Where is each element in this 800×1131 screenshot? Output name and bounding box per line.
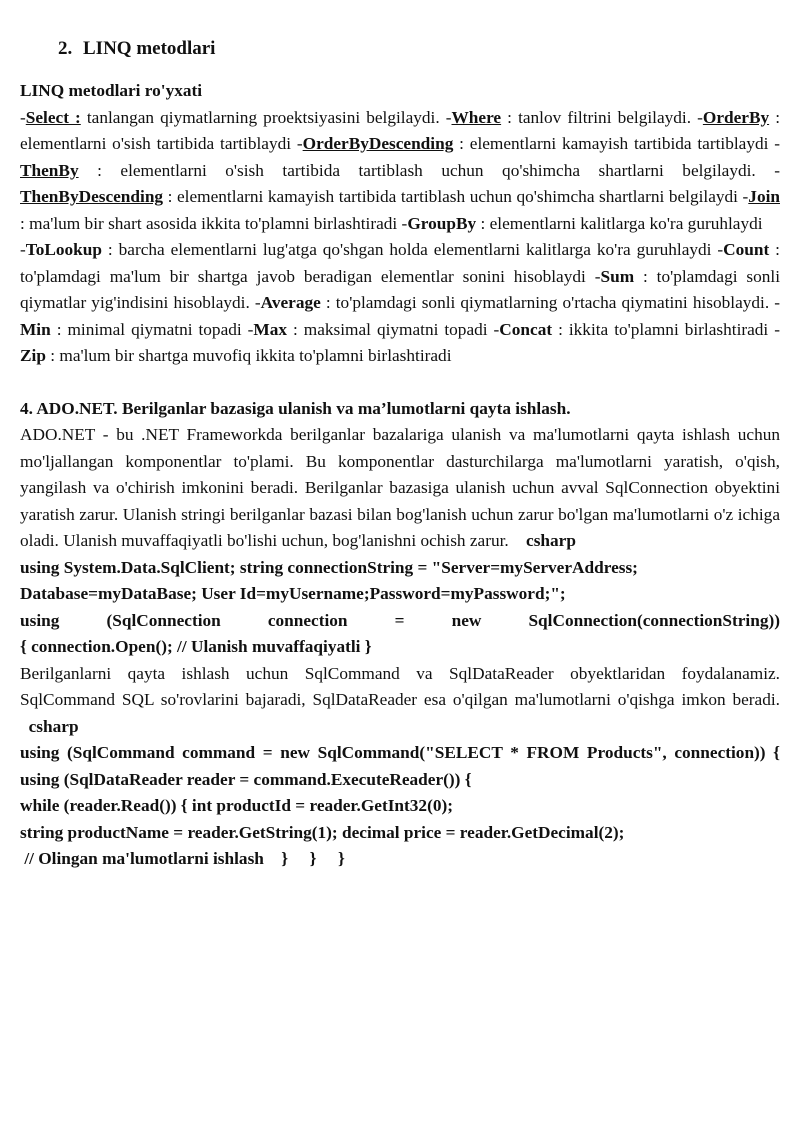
code-language-label: csharp	[526, 531, 576, 550]
linq-method-thenbydescending: ThenByDescending	[20, 187, 164, 206]
linq-method-desc: : tanlov filtrini belgilaydi.	[501, 107, 698, 127]
linq-item-prefix: -	[247, 319, 254, 339]
linq-method-orderbydescending: OrderByDescending	[302, 134, 454, 153]
linq-list-title: LINQ metodlari ro'yxati	[20, 81, 203, 100]
linq-method-orderby: OrderBy	[702, 107, 770, 127]
linq-method-desc: : minimal qiymatni topadi	[50, 319, 248, 339]
linq-method-desc: : elementlarni kalitlarga ko'ra guruhlaydi	[476, 213, 763, 233]
linq-method-desc: : elementlarni o'sish tartibida tartiblash uchun qo'shimcha shartlarni belgilaydi.	[78, 160, 775, 180]
linq-item-prefix: -	[296, 134, 303, 153]
code-line: { connection.Open(); // Ulanish muvaffaqiyatli }	[20, 637, 372, 656]
section-4-heading: 4. ADO.NET. Berilganlar bazasiga ulanish va ma’lumotlarni qayta ishlash.	[20, 398, 571, 418]
linq-item-prefix: -	[20, 107, 26, 127]
linq-method-desc: tanlangan qiymatlarning proektsiyasini belgilaydi.	[80, 107, 446, 127]
linq-method-concat: Concat	[499, 319, 553, 339]
code-line: using (SqlCommand command = new SqlCommand("SELECT * FROM Products", connection)) { using (SqlDataReader reader = command.ExecuteReader()) {	[20, 743, 780, 789]
code-line: while (reader.Read()) { int productId = reader.GetInt32(0);	[20, 796, 453, 815]
code-line: using (SqlConnection connection = new SqlConnection(connectionString))	[20, 610, 780, 630]
linq-method-groupby: GroupBy	[407, 213, 477, 233]
linq-method-sum: Sum	[600, 266, 635, 286]
section-2-number: 2.	[58, 38, 73, 59]
linq-method-count: Count	[723, 240, 770, 259]
code-line: using System.Data.SqlClient; string connectionString = "Server=myServerAddress;	[20, 557, 638, 577]
linq-item-prefix: -	[774, 160, 780, 180]
linq-method-desc: : elementlarni kamayish tartibida tartiblash uchun qo'shimcha shartlarni belgilaydi	[163, 187, 743, 206]
code-block-connection	[20, 555, 780, 661]
adonet-intro-text: ADO.NET - bu .NET Frameworkda berilganlar bazalariga ulanish va ma'lumotlarni qayta ishlash uchun mo'ljallangan komponentlar to'plami. Bu komponentlar dasturchilarga ma'lumotlarni yaratish, o'qish, yangilash va o'chirish imkonini beradi. Berilganlar bazasiga ulanish uchun avval SqlConnection obyektini yaratish zarur. Ulanish stringi berilganlar bazasi bilan bog'lanish uchun zarur bo'lgan ma'lumotlarni o'z ichiga oladi. Ulanish muvaffaqiyatli bo'lishi uchun, bog'lanishni ochish zarur.	[20, 425, 780, 550]
linq-method-select: Select :	[25, 107, 81, 127]
data-processing-paragraph	[20, 661, 780, 741]
document-page	[20, 36, 780, 873]
linq-method-desc: : to'plamdagi ma'lum bir shartga javob beradigan elementlar sonini hisoblaydi	[20, 240, 780, 286]
linq-item-prefix: -	[774, 319, 780, 339]
linq-method-thenby: ThenBy	[20, 160, 79, 180]
spacer	[20, 370, 780, 396]
data-processing-text: Berilganlarni qayta ishlash uchun SqlCommand va SqlDataReader obyektlaridan foydalanamiz. SqlCommand SQL so'rovlarini bajaradi, SqlDataReader esa o'qilgan ma'lumotlarni o'qishga imkon beradi.	[20, 663, 780, 709]
linq-item-prefix: -	[493, 319, 500, 339]
section-2-title: LINQ metodlari	[83, 38, 216, 59]
linq-method-min: Min	[20, 319, 51, 339]
code-block-reader	[20, 740, 780, 873]
linq-method-desc: : barcha elementlarni lug'atga qo'shgan holda elementlarni kalitlarga ko'ra guruhlaydi	[102, 240, 718, 259]
code-line: // Olingan ma'lumotlarni ishlash } } }	[20, 849, 345, 868]
code-line: Database=myDataBase; User Id=myUsername;Password=myPassword;";	[20, 584, 566, 603]
linq-method-desc: : ma'lum bir shart asosida ikkita to'plamni birlashtiradi	[20, 213, 402, 233]
linq-method-max: Max	[253, 319, 288, 339]
linq-method-zip: Zip	[20, 346, 46, 365]
linq-method-desc: : ikkita to'plamni birlashtiradi	[552, 319, 775, 339]
linq-method-desc: : ma'lum bir shartga muvofiq ikkita to'plamni birlashtiradi	[45, 346, 452, 365]
linq-item-prefix: -	[742, 187, 749, 206]
linq-item-prefix: -	[697, 107, 703, 127]
linq-methods-paragraph	[20, 105, 780, 370]
code-line: string productName = reader.GetString(1); decimal price = reader.GetDecimal(2);	[20, 822, 625, 842]
section-2-heading	[58, 36, 780, 62]
linq-method-desc: : to'plamdagi sonli qiymatlar yig'indisini hisoblaydi.	[20, 266, 781, 312]
linq-method-desc: : elementlarni o'sish tartibida tartiblaydi	[20, 107, 780, 153]
linq-method-desc: : maksimal qiymatni topadi	[287, 319, 494, 339]
linq-item-prefix: -	[401, 213, 408, 233]
linq-item-prefix: -	[254, 293, 261, 312]
linq-method-desc: : elementlarni kamayish tartibida tartiblaydi	[453, 134, 775, 153]
linq-item-prefix: -	[774, 293, 780, 312]
adonet-intro-paragraph	[20, 422, 780, 555]
linq-item-prefix: -	[774, 134, 780, 153]
linq-method-average: Average	[260, 293, 321, 312]
linq-method-desc: : to'plamdagi sonli qiymatlarning o'rtacha qiymatini hisoblaydi.	[320, 293, 775, 312]
linq-item-prefix: -	[717, 240, 724, 259]
linq-method-where: Where	[451, 107, 502, 127]
linq-item-prefix: -	[594, 266, 601, 286]
linq-method-tolookup: ToLookup	[25, 240, 102, 259]
code-language-label: csharp	[28, 716, 79, 736]
linq-item-prefix: -	[445, 107, 452, 127]
linq-item-prefix: -	[20, 240, 26, 259]
linq-method-join: Join	[748, 187, 780, 206]
